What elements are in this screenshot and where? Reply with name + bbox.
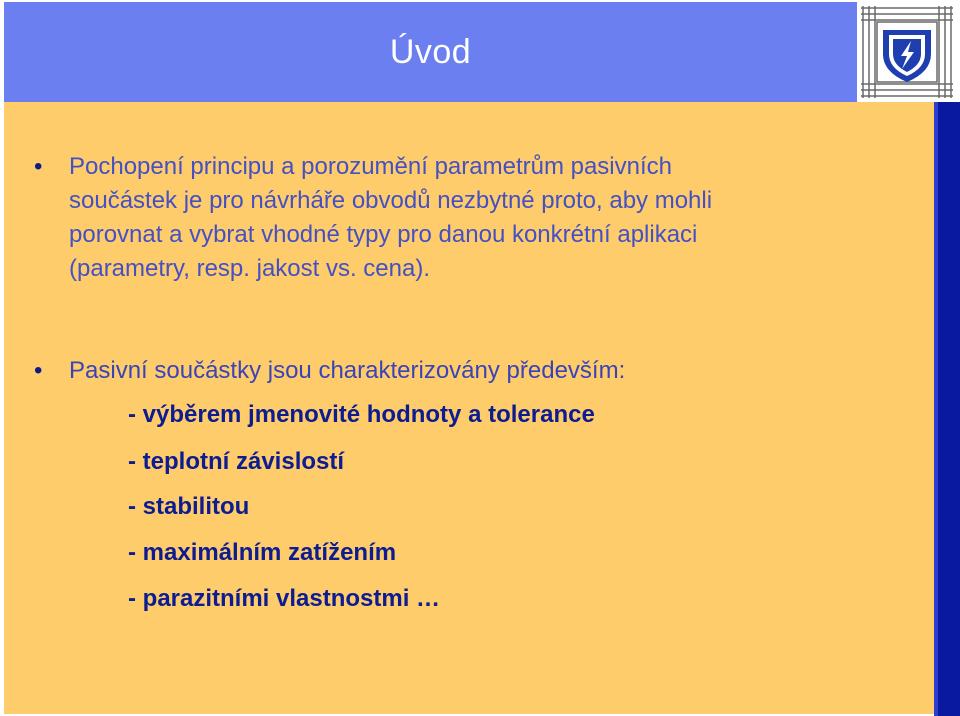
content-area: [4, 102, 934, 714]
sub-item: - stabilitou: [128, 493, 250, 520]
bullet-line: Pochopení principu a porozumění parametrům pasivních: [69, 153, 672, 180]
bullet-text: Pasivní součástky jsou charakterizovány především:: [69, 357, 626, 384]
sub-item: - parazitními vlastnostmi …: [128, 585, 441, 612]
sub-item: - maximálním zatížením: [128, 539, 397, 566]
right-decorative-stripe: [934, 102, 960, 716]
bullet-text: [69, 150, 929, 286]
logo-svg: [857, 2, 957, 102]
sub-item: - teplotní závislostí: [128, 448, 345, 475]
bullet-line: (parametry, resp. jakost vs. cena).: [69, 255, 431, 282]
sub-item: - výběrem jmenovité hodnoty a tolerance: [128, 401, 595, 428]
bullet-dot: •: [34, 357, 43, 384]
bullet-dot: •: [34, 153, 43, 180]
university-shield-logo-icon: [857, 2, 957, 102]
bullet-line: součástek je pro návrháře obvodů nezbytné proto, aby mohli: [69, 187, 713, 214]
title-bar: [4, 2, 857, 102]
slide-title: Úvod: [389, 32, 472, 71]
bullet-line: porovnat a vybrat vhodné typy pro danou konkrétní aplikaci: [69, 221, 698, 248]
